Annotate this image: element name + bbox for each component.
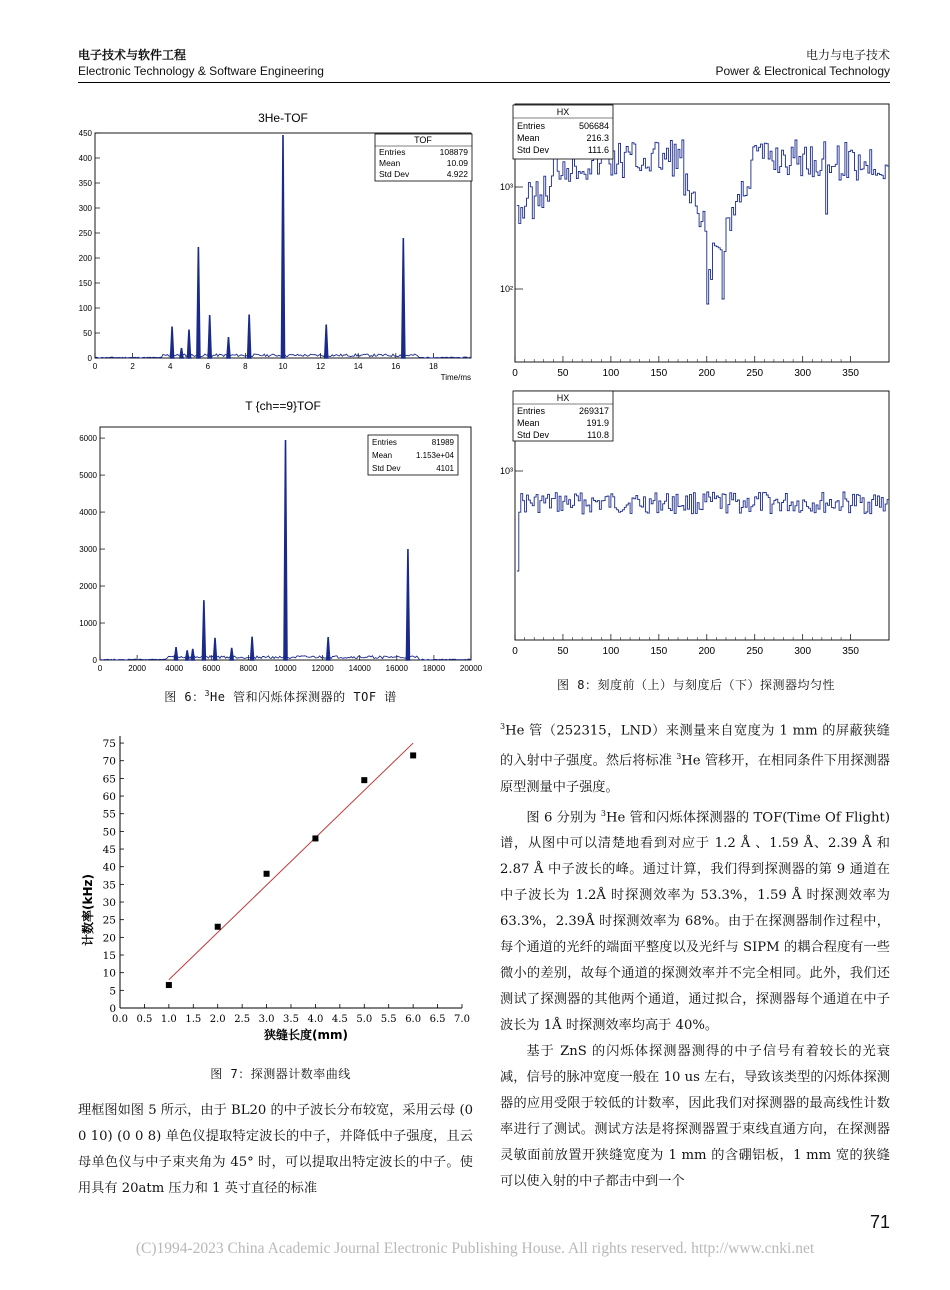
x-tick-label: 300 — [794, 368, 812, 379]
fig6b-stats-box — [368, 435, 458, 475]
x-tick-label: 0 — [512, 646, 518, 657]
fit-line — [169, 743, 413, 980]
p1-text-a: He 管（252315，LND）来测量来自宽度为 1 mm 的屏蔽狭缝的入射中子强度。然后将标准 — [500, 723, 890, 769]
y-tick-label: 250 — [78, 229, 92, 238]
tof-peak — [281, 135, 284, 358]
x-tick-label: 2000 — [128, 664, 146, 673]
x-tick-label: 18 — [428, 362, 438, 371]
y-tick-label: 6000 — [79, 434, 97, 444]
fig8a-chart — [500, 100, 892, 380]
x-tick-label: 150 — [650, 368, 668, 379]
x-tick-label: 300 — [794, 646, 812, 657]
y-tick-label: 60 — [102, 791, 116, 804]
journal-name-en: Electronic Technology & Software Engineering — [78, 64, 324, 78]
fig6-caption-sup: 3 — [204, 689, 210, 698]
fig6b-title: T {ch==9}TOF — [245, 399, 321, 413]
fig6a-stat-key: Entries — [379, 147, 406, 157]
isotope-sup: 3 — [600, 808, 606, 818]
fig6b-stat-key: Std Dev — [372, 464, 401, 473]
fig8b-stat-key: Entries — [517, 406, 546, 416]
fig8b-stat-value: 110.8 — [587, 430, 609, 440]
x-tick-label: 10 — [278, 362, 288, 371]
y-tick-label: 2000 — [79, 582, 97, 592]
tof-peak — [191, 649, 194, 660]
x-tick-label: 2 — [130, 362, 135, 371]
y-tick-label: 0 — [109, 1003, 116, 1015]
fig8a-stat-value: 506684 — [578, 121, 609, 131]
tof-peak — [202, 600, 205, 660]
x-tick-label: 2.0 — [209, 1014, 226, 1025]
fig8a-stats-box — [513, 105, 613, 159]
fig6a-stat-value: 108879 — [439, 147, 468, 157]
fig6b-stat-value: 81989 — [431, 438, 454, 447]
fig6a-stats-box — [375, 134, 472, 181]
tof-peak — [171, 327, 174, 359]
p2-text-a: 图 6 分别为 — [526, 810, 601, 826]
y-tick-label: 45 — [102, 844, 116, 857]
x-tick-label: 50 — [557, 646, 569, 657]
x-tick-label: 18000 — [422, 664, 446, 673]
tof-peak — [187, 330, 190, 359]
x-tick-label: 0 — [512, 368, 518, 379]
x-tick-label: 7.0 — [454, 1014, 470, 1025]
tof-peak — [248, 315, 251, 359]
fig6-caption-text: He 管和闪烁体探测器的 TOF 谱 — [209, 690, 397, 704]
fig8b-stat-key: Mean — [517, 418, 540, 428]
fig8a-stat-key: Mean — [517, 133, 540, 143]
y-tick-label: 450 — [78, 129, 92, 138]
tof-peak — [214, 638, 217, 660]
y-tick-label: 200 — [78, 254, 92, 263]
x-tick-label: 16000 — [385, 664, 408, 673]
y-tick-label: 35 — [102, 879, 116, 892]
tof-peak — [251, 637, 254, 660]
data-point — [361, 777, 367, 783]
y-tick-label: 150 — [78, 279, 92, 288]
x-tick-label: 3.5 — [283, 1014, 299, 1025]
y-tick-label: 55 — [102, 808, 116, 821]
fig6b-stat-key: Entries — [372, 438, 397, 447]
fig6a-stat-key: Mean — [379, 158, 401, 168]
x-tick-label: 14 — [353, 362, 363, 371]
y-tick-label: 5 — [109, 985, 116, 998]
x-tick-label: 50 — [557, 368, 569, 379]
x-tick-label: 250 — [746, 646, 764, 657]
fig6a-stats-title: TOF — [414, 135, 432, 145]
fig8a-stat-value: 111.6 — [587, 145, 609, 155]
tof-peak — [186, 650, 189, 660]
tof-peak — [284, 440, 287, 660]
y-tick-label: 5000 — [79, 471, 97, 481]
x-tick-label: 6.0 — [405, 1014, 422, 1025]
fig8b-stat-value: 191.9 — [586, 418, 609, 428]
y-tick-label: 100 — [78, 304, 92, 313]
y-tick-label: 1000 — [79, 619, 97, 629]
journal-header-right — [715, 47, 890, 79]
p2-text-b: He 管和闪烁体探测器的 TOF(Time Of Flight) 谱，从图中可以清楚地看到对应于 1.2 Å 、1.59 Å、2.39 Å 和 2.87 Å 中子波长的峰。通过计算，我们得到探测器的第 9 通道在中子波长为 1.2Å 时探测效率为 53.3%，1.59 Å 时探测效率为 63.3%，2.39Å 时探测效率为 68%。由于在探测器制作过程中，每个通道的光纤的端面平整度以及光纤与 SIPM 的耦合程度有一些微小的差别，故每个通道的探测效率并不完全相同。此外，我们还测试了探测器的其他两个通道，通过拟合，探测器每个通道在中子波长为 1Å 时探测效率均高于 40%。 — [500, 810, 890, 1034]
fig6b-chart — [78, 392, 483, 677]
y-tick-label: 20 — [102, 932, 116, 945]
x-tick-label: 350 — [842, 646, 859, 657]
copyright-footer: (C)1994-2023 China Academic Journal Electronic Publishing House. All rights reserved. http://www.cnki.net — [135, 1240, 815, 1257]
y-tick-label: 10 — [102, 967, 116, 980]
x-tick-label: 12 — [316, 362, 326, 371]
fig8a-stat-value: 216.3 — [586, 133, 609, 143]
x-tick-label: 14000 — [348, 664, 371, 673]
fig6b-stat-value: 1.153e+04 — [415, 451, 454, 460]
fig6b-stat-key: Mean — [372, 451, 393, 460]
y-tick-label: 15 — [102, 950, 116, 963]
fig6-caption-label: 图 6： — [164, 690, 205, 704]
y-tick-label: 10³ — [500, 182, 513, 192]
y-tick-label: 50 — [83, 329, 92, 338]
data-point — [215, 924, 221, 930]
fig7-chart — [78, 728, 483, 1053]
x-tick-label: 0.5 — [136, 1014, 153, 1025]
y-tick-label: 40 — [102, 861, 116, 874]
fig8a-stats-title: HX — [556, 107, 570, 117]
x-tick-label: 100 — [602, 646, 620, 657]
fig6a-x-unit: Time/ms — [440, 373, 471, 382]
x-tick-label: 3.0 — [258, 1014, 275, 1025]
tof-peak — [327, 637, 330, 660]
y-tick-label: 400 — [78, 154, 92, 163]
y-tick-label: 0 — [92, 656, 97, 665]
fig6a-chart — [78, 100, 483, 390]
tof-peak — [230, 648, 233, 660]
x-tick-label: 0 — [97, 664, 103, 673]
fig8a-stat-key: Std Dev — [517, 145, 550, 155]
tof-peak — [175, 647, 178, 660]
fig6a-stat-value: 4.922 — [446, 169, 468, 179]
x-tick-label: 100 — [602, 368, 620, 379]
x-tick-label: 5.0 — [356, 1014, 373, 1025]
journal-header-left — [78, 47, 324, 79]
x-tick-label: 5.5 — [380, 1014, 397, 1025]
page-number: 71 — [869, 1212, 890, 1232]
x-tick-label: 4.0 — [307, 1014, 324, 1025]
x-tick-label: 4.5 — [331, 1014, 348, 1025]
y-tick-label: 70 — [102, 755, 116, 768]
isotope-sup: 3 — [500, 722, 506, 731]
fig8b-chart — [500, 383, 892, 658]
tof-peak — [406, 549, 409, 660]
right-column-text — [500, 714, 890, 1195]
fig6a-title: 3He-TOF — [258, 111, 308, 125]
fig7-caption: 图 7：探测器计数率曲线 — [210, 1067, 351, 1081]
tof-peak — [197, 247, 200, 358]
x-tick-label: 250 — [746, 368, 764, 379]
journal-name-cn: 电子技术与软件工程 — [78, 48, 187, 62]
fig8b-stats-box — [513, 391, 613, 441]
y-tick-label: 300 — [78, 204, 92, 213]
x-tick-label: 150 — [650, 646, 668, 657]
data-point — [312, 835, 318, 841]
fig8b-stats-title: HX — [556, 393, 570, 403]
fig7-xlabel: 狭缝长度(mm) — [264, 1028, 348, 1042]
header-rule — [78, 82, 890, 83]
p1-text-b: He 管移开，在相同条件下用探测器原型测量中子强度。 — [500, 753, 890, 795]
fig6b-stat-value: 4101 — [436, 464, 454, 473]
x-tick-label: 20000 — [459, 664, 483, 673]
fig6a-stat-key: Std Dev — [379, 169, 410, 179]
right-paragraph-2 — [500, 801, 890, 1039]
y-tick-label: 65 — [102, 773, 116, 786]
fig8b-stat-key: Std Dev — [517, 430, 550, 440]
data-point — [264, 871, 270, 877]
x-tick-label: 10000 — [274, 664, 297, 673]
hx-trace — [517, 492, 889, 571]
fig6a-stat-value: 10.09 — [446, 158, 468, 168]
y-tick-label: 4000 — [79, 508, 97, 518]
y-tick-label: 3000 — [79, 545, 97, 555]
x-tick-label: 6000 — [202, 664, 221, 673]
hx-trace — [517, 140, 889, 304]
section-name-en: Power & Electronical Technology — [715, 64, 890, 78]
y-tick-label: 75 — [102, 738, 116, 751]
x-tick-label: 16 — [391, 362, 401, 371]
x-tick-label: 0 — [92, 362, 98, 371]
y-tick-label: 10² — [500, 284, 513, 294]
fig6-caption — [78, 688, 483, 705]
tof-peak — [402, 238, 405, 358]
y-tick-label: 25 — [102, 914, 116, 927]
x-tick-label: 2.5 — [234, 1014, 251, 1025]
tof-peak — [325, 325, 328, 359]
fig8a-stat-key: Entries — [517, 121, 546, 131]
fig8-caption: 图 8：刻度前（上）与刻度后（下）探测器均匀性 — [557, 678, 835, 692]
x-tick-label: 1.5 — [185, 1014, 202, 1025]
left-column-text — [78, 1098, 473, 1202]
x-tick-label: 8000 — [239, 664, 258, 673]
section-name-cn: 电力与电子技术 — [805, 48, 890, 62]
right-paragraph-3: 基于 ZnS 的闪烁体探测器测得的中子信号有着较长的光衰减，信号的脉冲宽度一般在 10 us 左右，导致该类型的闪烁体探测器的应用受限于较低的计数率，因此我们对探测器的最高线性计数率进行了测试。测试方法是将探测器置于束线直通方向，在探测器灵敏面前放置开狭缝宽度为 1 mm 的含硼铝板，1 mm 宽的狭缝可以使入射的中子都击中到一个 — [500, 1044, 890, 1190]
left-paragraph: 理框图如图 5 所示，由于 BL20 的中子波长分布较宽，采用云母 (0 0 10) (0 0 8) 单色仪提取特定波长的中子，并降低中子强度，且云母单色仪与中子束夹角为 45° 时，可以提取出特定波长的中子。使用具有 20atm 压力和 1 英寸直径的标准 — [78, 1103, 473, 1196]
x-tick-label: 4 — [167, 362, 173, 371]
x-tick-label: 12000 — [311, 664, 334, 673]
data-point — [410, 752, 416, 758]
y-tick-label: 350 — [78, 179, 92, 188]
x-tick-label: 6.5 — [429, 1014, 446, 1025]
x-tick-label: 8 — [243, 362, 248, 371]
x-tick-label: 6 — [205, 362, 211, 371]
y-tick-label: 50 — [102, 826, 116, 839]
tof-peak — [180, 348, 183, 358]
tof-peak — [227, 337, 230, 358]
x-tick-label: 0.0 — [112, 1014, 128, 1025]
x-tick-label: 4000 — [165, 664, 184, 673]
y-tick-label: 0 — [87, 354, 92, 363]
fig8b-stat-value: 269317 — [578, 406, 609, 416]
data-point — [166, 982, 172, 988]
x-tick-label: 200 — [698, 646, 716, 657]
tof-peak — [208, 315, 211, 358]
isotope-sup: 3 — [676, 752, 682, 762]
x-tick-label: 1.0 — [160, 1014, 177, 1025]
fig7-ylabel: 计数率(kHz) — [81, 874, 95, 946]
y-tick-label: 30 — [102, 897, 116, 910]
x-tick-label: 350 — [842, 368, 859, 379]
x-tick-label: 200 — [698, 368, 716, 379]
y-tick-label: 10³ — [500, 466, 513, 476]
right-paragraph-1 — [500, 714, 890, 801]
